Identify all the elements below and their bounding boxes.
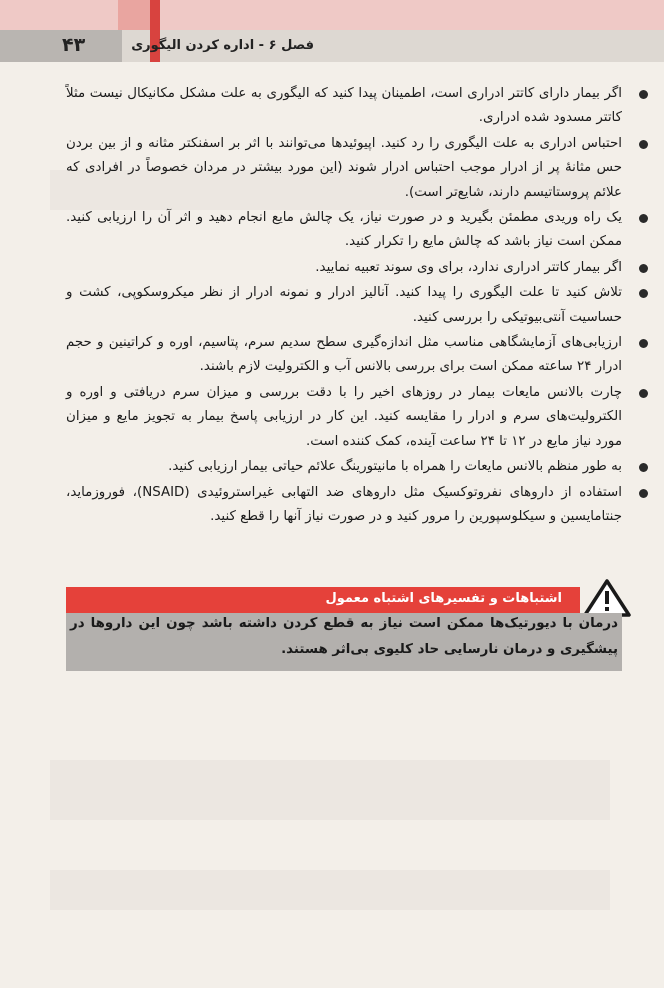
page-number-box xyxy=(0,30,122,62)
warning-text: درمان با دیورتیک‌ها ممکن است نیاز به قطع کردن داشته باشد چون این داروها در پیشگیری و درمان نارسایی حاد کلیوی بی‌اثر هستند. xyxy=(70,616,618,657)
bullet-dot-icon xyxy=(639,264,648,273)
bullet-dot-icon xyxy=(639,289,648,298)
bullet-list xyxy=(66,82,622,529)
bleed-through xyxy=(50,870,610,910)
top-color-strip xyxy=(0,0,664,30)
list-item: یک راه وریدی مطمئن بگیرید و در صورت نیاز، یک چالش مایع انجام دهید و اثر آن را ارزیابی کنید. ممکن است نیاز باشد که چالش مایع را تکرار کنید. xyxy=(66,206,622,255)
page-header xyxy=(0,30,664,62)
warning-title: اشتباهات و تفسیرهای اشتباه معمول xyxy=(325,591,562,606)
list-item: استفاده از داروهای نفروتوکسیک مثل داروهای ضد التهابی غیراستروئیدی (NSAID)، فوروزماید، جنتامایسین و سیکلوسپورین را مرور کنید و در صورت نیاز آنها را قطع کنید. xyxy=(66,481,622,530)
bullet-dot-icon xyxy=(639,214,648,223)
top-strip-red-block xyxy=(150,0,160,30)
top-strip-block xyxy=(118,0,150,30)
bullet-dot-icon xyxy=(639,489,648,498)
warning-title-bar xyxy=(66,587,580,613)
list-item: احتباس ادراری به علت الیگوری را رد کنید. اپیوئیدها می‌توانند با اثر بر اسفنکتر مثانه و از بین بردن حس مثانهٔ پر از ادرار موجب احتباس ادرار شوند (این مورد بیشتر در مردان خصوصاً در افرادی که علائم پروستاتیسم دارند، شایع‌تر است). xyxy=(66,132,622,205)
main-content xyxy=(66,82,622,530)
bullet-dot-icon xyxy=(639,339,648,348)
bullet-dot-icon xyxy=(639,463,648,472)
bullet-dot-icon xyxy=(639,389,648,398)
list-item: به طور منظم بالانس مایعات را همراه با مانیتورینگ علائم حیاتی بیمار ارزیابی کنید. xyxy=(66,455,622,479)
bullet-dot-icon xyxy=(639,140,648,149)
bullet-dot-icon xyxy=(639,90,648,99)
list-item: اگر بیمار دارای کاتتر ادراری است، اطمینان پیدا کنید که الیگوری به علت مشکل مکانیکال نیست مثلاً کاتتر مسدود شده ادراری. xyxy=(66,82,622,131)
list-item: اگر بیمار کاتتر ادراری ندارد، برای وی سوند تعبیه نمایید. xyxy=(66,256,622,280)
chapter-title: فصل ۶ - اداره کردن الیگوری xyxy=(131,38,314,53)
list-item: تلاش کنید تا علت الیگوری را پیدا کنید. آنالیز ادرار و نمونه ادرار از نظر میکروسکوپی، کشت و حساسیت آنتی‌بیوتیکی را بررسی کنید. xyxy=(66,281,622,330)
bleed-through xyxy=(50,760,610,820)
list-item: چارت بالانس مایعات بیمار در روزهای اخیر را با دقت بررسی و میزان سرم دریافتی و اوره و الکترولیت‌های سرم و ادرار را مقایسه کنید. این کار در ارزیابی پاسخ بیمار به تجویز مایع و میزان مورد نیاز مایع در ۱۲ تا ۲۴ ساعت آینده، کمک کننده است. xyxy=(66,381,622,454)
page-number: ۴۳ xyxy=(62,34,86,56)
list-item: ارزیابی‌های آزمایشگاهی مناسب مثل اندازه‌گیری سطح سدیم سرم، پتاسیم، اوره و کراتینین و حجم ادرار ۲۴ ساعته ممکن است برای بررسی بالانس آب و الکترولیت لازم باشند. xyxy=(66,331,622,380)
